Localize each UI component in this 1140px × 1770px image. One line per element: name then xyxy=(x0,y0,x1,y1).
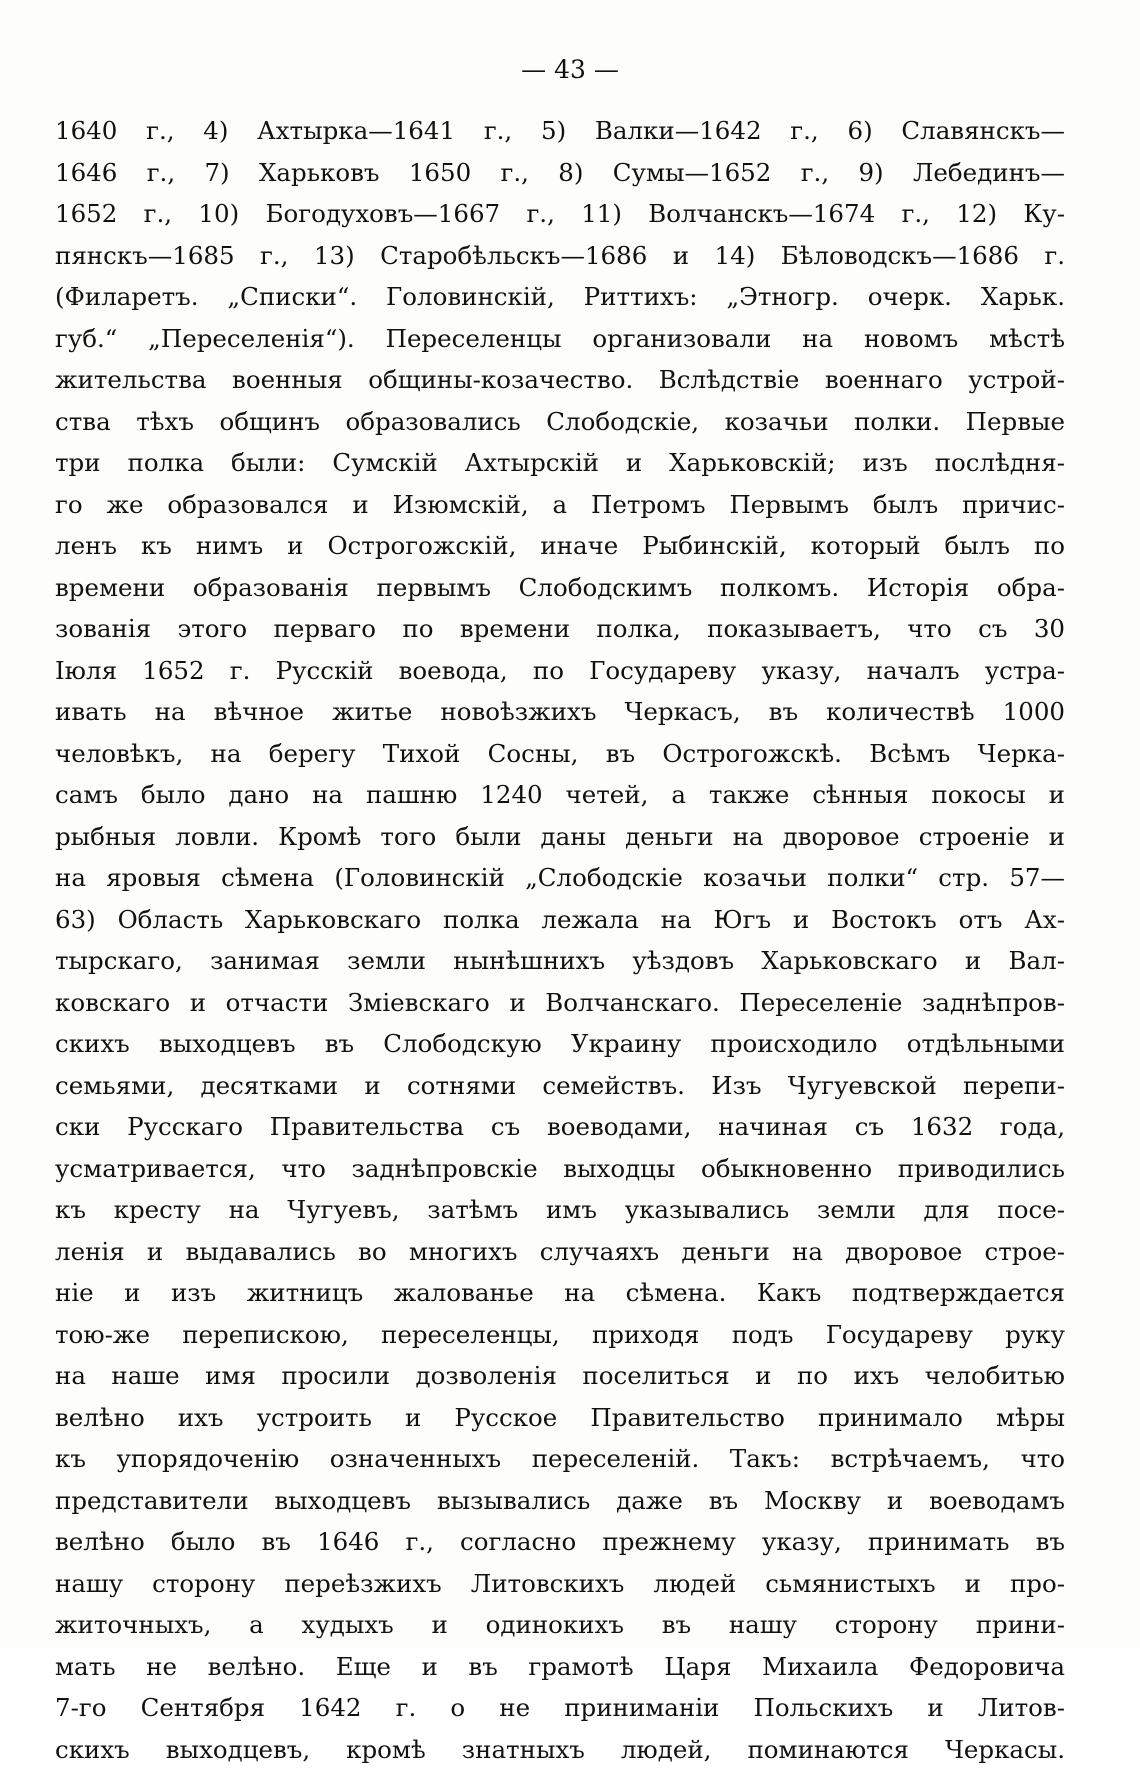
body-text xyxy=(55,110,1065,1770)
text-line: тою-же перепискою, переселенцы, приходя подъ Государеву руку xyxy=(55,1314,1065,1356)
text-line: ленія и выдавались во многихъ случаяхъ деньги на дворовое строе- xyxy=(55,1231,1065,1273)
text-line: житочныхъ, а худыхъ и одинокихъ въ нашу сторону прини- xyxy=(55,1604,1065,1646)
page-number: — 43 — xyxy=(0,55,1140,84)
text-line: рыбныя ловли. Кромѣ того были даны деньги на дворовое строеніе и xyxy=(55,816,1065,858)
text-line: 1640 г., 4) Ахтырка—1641 г., 5) Валки—1642 г., 6) Славянскъ— xyxy=(55,110,1065,152)
text-line: жительства военныя общины-козачество. Вслѣдствіе военнаго устрой- xyxy=(55,359,1065,401)
text-line: усматривается, что заднѣпровскіе выходцы обыкновенно приводились xyxy=(55,1148,1065,1190)
text-line: семьями, десятками и сотнями семействъ. Изъ Чугуевской перепи- xyxy=(55,1065,1065,1107)
text-line: самъ было дано на пашню 1240 четей, а также сѣнныя покосы и xyxy=(55,774,1065,816)
text-line: велѣно было въ 1646 г., согласно прежнему указу, принимать въ xyxy=(55,1521,1065,1563)
text-line: тырскаго, занимая земли нынѣшнихъ уѣздовъ Харьковскаго и Вал- xyxy=(55,940,1065,982)
text-line: 63) Область Харьковскаго полка лежала на Югъ и Востокъ отъ Ах- xyxy=(55,899,1065,941)
text-line: (Филаретъ. „Списки“. Головинскій, Риттихъ: „Этногр. очерк. Харьк. xyxy=(55,276,1065,318)
text-line: ски Русскаго Правительства съ воеводами, начиная съ 1632 года, xyxy=(55,1106,1065,1148)
text-line: на наше имя просили дозволенія поселиться и по ихъ челобитью xyxy=(55,1355,1065,1397)
text-line: ства тѣхъ общинъ образовались Слободскіе, козачьи полки. Первые xyxy=(55,401,1065,443)
text-line: нашу сторону переѣзжихъ Литовскихъ людей сьмянистыхъ и про- xyxy=(55,1563,1065,1605)
text-line: на яровыя сѣмена (Головинскій „Слободскіе козачьи полки“ стр. 57— xyxy=(55,857,1065,899)
text-line: скихъ выходцевъ, кромѣ знатныхъ людей, поминаются Черкасы. xyxy=(55,1729,1065,1770)
text-line: человѣкъ, на берегу Тихой Сосны, въ Острогожскѣ. Всѣмъ Черка- xyxy=(55,733,1065,775)
text-line: времени образованія первымъ Слободскимъ полкомъ. Исторія обра- xyxy=(55,567,1065,609)
text-line: къ упорядоченію означенныхъ переселеній. Такъ: встрѣчаемъ, что xyxy=(55,1438,1065,1480)
text-line: 7-го Сентября 1642 г. о не приниманіи Польскихъ и Литов- xyxy=(55,1687,1065,1729)
text-line: пянскъ—1685 г., 13) Старобѣльскъ—1686 и 14) Бѣловодскъ—1686 г. xyxy=(55,235,1065,277)
text-line: ивать на вѣчное житье новоѣзжихъ Черкасъ, въ количествѣ 1000 xyxy=(55,691,1065,733)
text-line: три полка были: Сумскій Ахтырскій и Харьковскій; изъ послѣдня- xyxy=(55,442,1065,484)
text-line: представители выходцевъ вызывались даже въ Москву и воеводамъ xyxy=(55,1480,1065,1522)
text-line: скихъ выходцевъ въ Слободскую Украину происходило отдѣльными xyxy=(55,1023,1065,1065)
text-line: го же образовался и Изюмскій, а Петромъ Первымъ былъ причис- xyxy=(55,484,1065,526)
text-line: губ.“ „Переселенія“). Переселенцы организовали на новомъ мѣстѣ xyxy=(55,318,1065,360)
text-line: мать не велѣно. Еще и въ грамотѣ Царя Михаила Федоровича xyxy=(55,1646,1065,1688)
text-line: ленъ къ нимъ и Острогожскій, иначе Рыбинскій, который былъ по xyxy=(55,525,1065,567)
text-line: 1652 г., 10) Богодуховъ—1667 г., 11) Волчанскъ—1674 г., 12) Ку- xyxy=(55,193,1065,235)
text-line: къ кресту на Чугуевъ, затѣмъ имъ указывались земли для посе- xyxy=(55,1189,1065,1231)
text-line: Іюля 1652 г. Русскій воевода, по Государеву указу, началъ устра- xyxy=(55,650,1065,692)
text-line: зованія этого перваго по времени полка, показываетъ, что съ 30 xyxy=(55,608,1065,650)
text-line: велѣно ихъ устроить и Русское Правительство принимало мѣры xyxy=(55,1397,1065,1439)
text-line: 1646 г., 7) Харьковъ 1650 г., 8) Сумы—1652 г., 9) Лебединъ— xyxy=(55,152,1065,194)
text-line: ковскаго и отчасти Зміевскаго и Волчанскаго. Переселеніе заднѣпров- xyxy=(55,982,1065,1024)
text-line: ніе и изъ житницъ жалованье на сѣмена. Какъ подтверждается xyxy=(55,1272,1065,1314)
